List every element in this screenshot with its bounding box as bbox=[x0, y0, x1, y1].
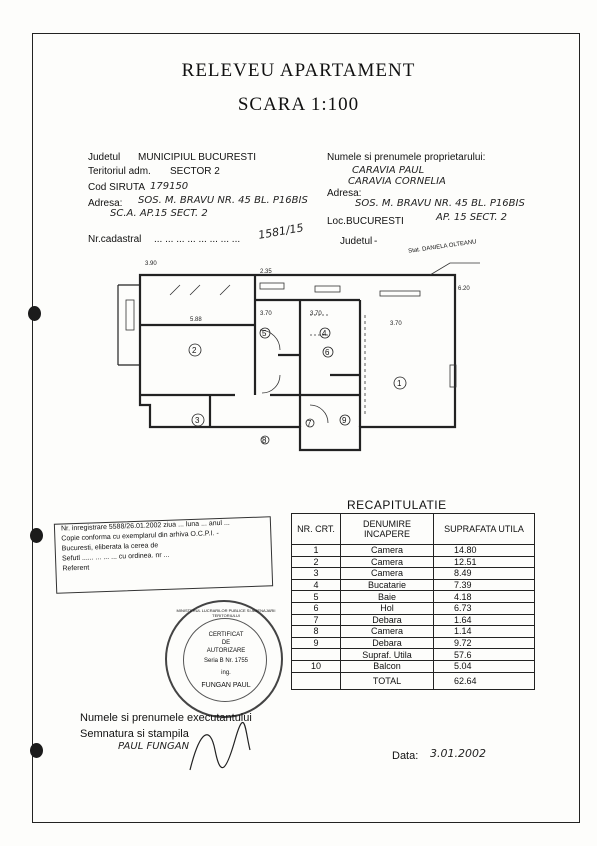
recap-cell-nr: 3 bbox=[292, 568, 341, 580]
page-title: RELEVEU APARTAMENT bbox=[181, 60, 416, 81]
owner-adresa-value: SOS. M. BRAVU NR. 45 BL. P16BIS bbox=[355, 198, 525, 209]
room-number: 1 bbox=[397, 379, 402, 388]
recap-row bbox=[292, 649, 535, 661]
recap-cell-denumire: TOTAL bbox=[341, 672, 434, 689]
owner-label: Numele si prenumele proprietarului: bbox=[327, 152, 486, 163]
recap-cell-suprafata: 7.39 bbox=[434, 579, 535, 591]
judet-label: Judetul bbox=[88, 152, 121, 163]
adresa-line2: SC.A. AP.15 SECT. 2 bbox=[110, 208, 208, 219]
recap-header-nr: NR. CRT. bbox=[292, 514, 341, 545]
seal-line: AUTORIZARE bbox=[206, 648, 246, 654]
recap-cell-nr: 8 bbox=[292, 626, 341, 638]
dim-label: 3.70 bbox=[310, 311, 322, 317]
seal-line: CERTIFICAT bbox=[208, 632, 244, 638]
loc-value: BUCURESTI bbox=[346, 216, 404, 227]
recap-row bbox=[292, 591, 535, 603]
teritoriul-label: Teritoriul adm. bbox=[88, 166, 151, 177]
recap-cell-suprafata: 62.64 bbox=[434, 672, 535, 689]
cod-siruta-label: Cod SIRUTA bbox=[88, 182, 146, 193]
dim-label: 3.90 bbox=[145, 261, 157, 267]
owner-judet-value: - bbox=[374, 236, 378, 247]
adresa-label: Adresa: bbox=[88, 198, 123, 209]
nr-cadastral-dots: ... ... ... ... ... ... ... ... bbox=[154, 234, 241, 245]
recap-table bbox=[291, 513, 535, 690]
room-number: 7 bbox=[307, 419, 312, 428]
recap-row bbox=[292, 602, 535, 614]
recap-header-suprafata: SUPRAFATA UTILA bbox=[434, 514, 535, 545]
recap-cell-nr: 2 bbox=[292, 556, 341, 568]
recap-cell-nr: 4 bbox=[292, 579, 341, 591]
room-number: 8 bbox=[262, 436, 267, 445]
seal-line: ing. bbox=[221, 670, 231, 676]
seal-outer-text: MINISTERUL LUCRARILOR PUBLICE SI AMENAJARII TERITORIULUI bbox=[176, 608, 276, 618]
recap-header-denumire: DENUMIRE INCAPERE bbox=[341, 514, 434, 545]
executant-name: PAUL FUNGAN bbox=[118, 741, 190, 752]
seal-line: Seria B Nr. 1755 bbox=[203, 658, 249, 664]
recap-cell-suprafata: 4.18 bbox=[434, 591, 535, 603]
stamp-line: Sefutl ...... ... ... ... cu ordinea. nr ... bbox=[61, 551, 170, 563]
dim-label: 2.35 bbox=[260, 269, 272, 275]
recap-cell-suprafata: 57.6 bbox=[434, 649, 535, 661]
recap-cell-denumire: Balcon bbox=[341, 660, 434, 672]
punch-hole-top bbox=[28, 306, 41, 321]
recap-row bbox=[292, 568, 535, 580]
nr-cadastral-value: 1581/15 bbox=[257, 221, 305, 242]
recap-cell-suprafata: 8.49 bbox=[434, 568, 535, 580]
nr-cadastral-label: Nr.cadastral bbox=[88, 234, 142, 245]
teritoriul-value: SECTOR 2 bbox=[170, 166, 220, 177]
recap-cell-suprafata: 14.80 bbox=[434, 545, 535, 557]
punch-hole-bottom bbox=[30, 743, 43, 758]
recap-cell-denumire: Debara bbox=[341, 614, 434, 626]
recap-title: RECAPITULATIE bbox=[347, 498, 447, 512]
recap-cell-suprafata: 12.51 bbox=[434, 556, 535, 568]
scale-label: SCARA 1:100 bbox=[237, 94, 360, 115]
semnatura-label: Semnatura si stampila bbox=[80, 728, 189, 740]
dim-label: 3.70 bbox=[390, 321, 402, 327]
recap-cell-denumire: Camera bbox=[341, 626, 434, 638]
registration-stamp bbox=[54, 516, 273, 594]
recap-row bbox=[292, 556, 535, 568]
seal-line: FUNGAN PAUL bbox=[201, 682, 251, 689]
room-number: 2 bbox=[192, 346, 197, 355]
floor-plan bbox=[110, 255, 490, 480]
recap-cell-suprafata: 9.72 bbox=[434, 637, 535, 649]
owner-ap-value: AP. 15 SECT. 2 bbox=[436, 212, 508, 223]
recap-cell-nr: 1 bbox=[292, 545, 341, 557]
recap-cell-denumire: Camera bbox=[341, 545, 434, 557]
dim-label: 5.88 bbox=[190, 317, 202, 323]
recap-cell-nr: 7 bbox=[292, 614, 341, 626]
authorization-seal bbox=[165, 600, 283, 718]
recap-row bbox=[292, 579, 535, 591]
recap-cell-suprafata: 5.04 bbox=[434, 660, 535, 672]
recap-row bbox=[292, 637, 535, 649]
executant-label: Numele si prenumele executantului bbox=[80, 712, 252, 724]
signature-stamp-small: Stat. DANIELA OLTEANU bbox=[407, 239, 478, 255]
recap-row bbox=[292, 672, 535, 689]
recap-header-row bbox=[292, 514, 535, 545]
cod-siruta-value: 179150 bbox=[150, 181, 189, 192]
recap-cell-denumire: Baie bbox=[341, 591, 434, 603]
room-number: 4 bbox=[322, 329, 327, 338]
recap-cell-nr: 5 bbox=[292, 591, 341, 603]
signature bbox=[185, 720, 255, 780]
recap-row bbox=[292, 545, 535, 557]
dim-label: 6.20 bbox=[458, 286, 470, 292]
dim-label: 3.70 bbox=[260, 311, 272, 317]
recap-cell-suprafata: 6.73 bbox=[434, 602, 535, 614]
adresa-line1: SOS. M. BRAVU NR. 45 BL. P16BIS bbox=[138, 195, 308, 206]
room-number: 3 bbox=[195, 416, 200, 425]
recap-cell-denumire: Camera bbox=[341, 556, 434, 568]
recap-cell-nr bbox=[292, 649, 341, 661]
stamp-line: Bucuresti, eliberata la cerea de bbox=[61, 542, 159, 553]
stamp-line: Copie conforma cu exemplarul din arhiva O.C.P.I. - bbox=[61, 530, 219, 543]
recap-cell-denumire: Hol bbox=[341, 602, 434, 614]
stamp-line: Nr. inregistrare 5588/26.01.2002 ziua ... luna ... anul ... bbox=[60, 519, 230, 533]
owner-name-2: CARAVIA CORNELIA bbox=[348, 176, 446, 187]
data-label: Data: bbox=[392, 750, 419, 762]
recap-cell-nr: 10 bbox=[292, 660, 341, 672]
recap-cell-suprafata: 1.64 bbox=[434, 614, 535, 626]
punch-hole-middle bbox=[30, 528, 43, 543]
recap-cell-nr: 6 bbox=[292, 602, 341, 614]
recap-row bbox=[292, 626, 535, 638]
recap-row bbox=[292, 614, 535, 626]
room-number: 6 bbox=[325, 348, 330, 357]
owner-adresa-label: Adresa: bbox=[327, 188, 362, 199]
loc-label: Loc. bbox=[327, 216, 346, 227]
recap-cell-denumire: Bucatarie bbox=[341, 579, 434, 591]
recap-row bbox=[292, 660, 535, 672]
judet-value: MUNICIPIUL BUCURESTI bbox=[138, 152, 256, 163]
owner-name-1: CARAVIA PAUL bbox=[352, 165, 425, 176]
room-number: 9 bbox=[342, 416, 347, 425]
recap-cell-nr: 9 bbox=[292, 637, 341, 649]
recap-cell-denumire: Camera bbox=[341, 568, 434, 580]
recap-cell-suprafata: 1.14 bbox=[434, 626, 535, 638]
data-value: 3.01.2002 bbox=[430, 747, 486, 760]
owner-judet-label: Judetul bbox=[340, 236, 373, 247]
seal-line: DE bbox=[221, 640, 231, 646]
recap-cell-nr bbox=[292, 672, 341, 689]
stamp-line: Referent bbox=[62, 564, 90, 573]
room-number: 5 bbox=[262, 329, 267, 338]
recap-cell-denumire: Supraf. Utila bbox=[341, 649, 434, 661]
recap-cell-denumire: Debara bbox=[341, 637, 434, 649]
